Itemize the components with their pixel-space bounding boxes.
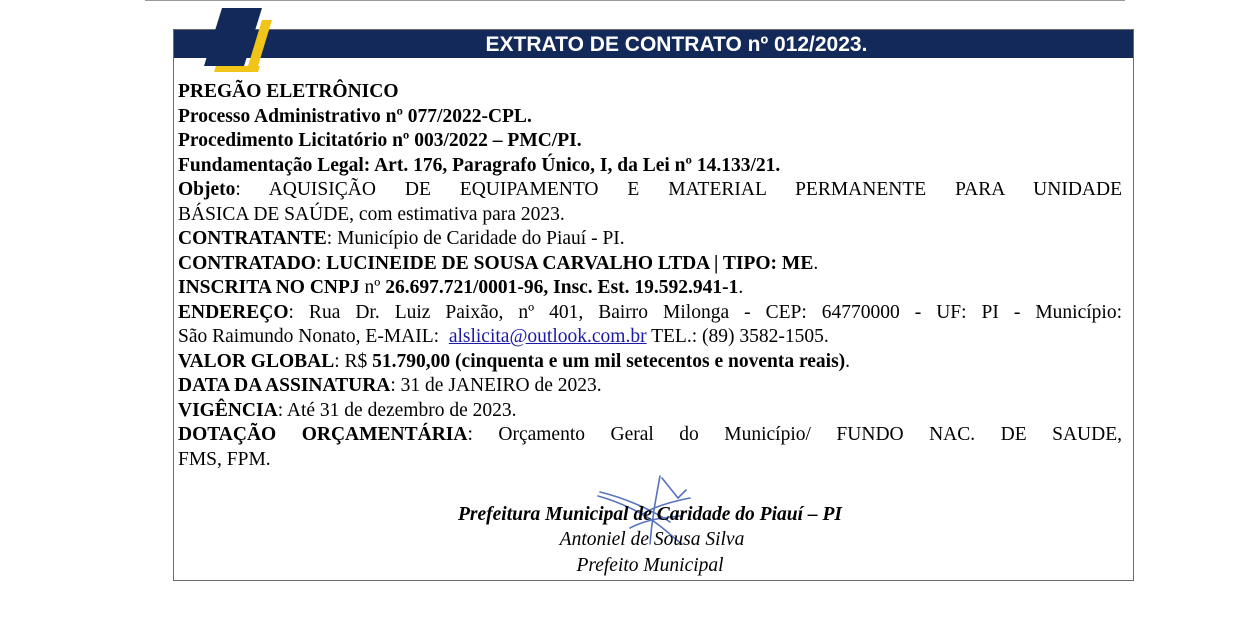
line-contratado: CONTRATADO: LUCINEIDE DE SOUSA CARVALHO LTDA | TIPO: ME. xyxy=(178,252,819,274)
line-objeto: Objeto: AQUISIÇÃO DE EQUIPAMENTO E MATERIAL PERMANENTE PARA UNIDADE xyxy=(178,179,1122,200)
footer-org: Prefeitura Municipal de Caridade do Piauí – PI xyxy=(457,504,843,525)
line-cnpj: INSCRITA NO CNPJ nº 26.697.721/0001-96, Insc. Est. 19.592.941-1. xyxy=(178,277,744,298)
line-procedimento: Procedimento Licitatório nº 003/2022 – PMC/PI. xyxy=(178,130,582,151)
line-valor: VALOR GLOBAL: R$ 51.790,00 (cinquenta e um mil setecentos e noventa reais). xyxy=(178,350,851,372)
objeto-label: Objeto xyxy=(178,179,236,200)
email-link[interactable]: alslicita@outlook.com.br xyxy=(448,326,647,347)
prefeitura-logo-icon xyxy=(196,6,276,74)
line-dotacao-cont: FMS, FPM. xyxy=(178,448,271,470)
line-vigencia: VIGÊNCIA: Até 31 de dezembro de 2023. xyxy=(178,399,517,421)
line-dotacao: DOTAÇÃO ORÇAMENTÁRIA: Orçamento Geral do Município/ FUNDO NAC. DE SAUDE, xyxy=(178,424,1122,445)
line-contratante: CONTRATANTE: Município de Caridade do Piauí - PI. xyxy=(178,228,625,249)
top-rule xyxy=(145,0,1125,1)
contract-body xyxy=(178,80,1122,472)
line-endereco-cont: São Raimundo Nonato, E-MAIL: alslicita@outlook.com.br TEL.: (89) 3582-1505. xyxy=(178,326,829,347)
line-objeto-cont: BÁSICA DE SAÚDE, com estimativa para 2023. xyxy=(178,203,565,225)
line-fundamentacao: Fundamentação Legal: Art. 176, Paragrafo Único, I, da Lei nº 14.133/21. xyxy=(178,154,781,176)
document-title: EXTRATO DE CONTRATO nº 012/2023. xyxy=(485,33,868,56)
footer-signer-role: Prefeito Municipal xyxy=(576,555,724,576)
line-data-assinatura: DATA DA ASSINATURA: 31 de JANEIRO de 2023. xyxy=(178,375,602,396)
line-modalidade: PREGÃO ELETRÔNICO xyxy=(178,81,399,102)
line-processo: Processo Administrativo nº 077/2022-CPL. xyxy=(178,105,532,127)
line-endereco: ENDEREÇO: Rua Dr. Luiz Paixão, nº 401, Bairro Milonga - CEP: 64770000 - UF: PI - Município: xyxy=(178,301,1122,323)
footer-signer-name: Antoniel de Sousa Silva xyxy=(559,529,745,550)
